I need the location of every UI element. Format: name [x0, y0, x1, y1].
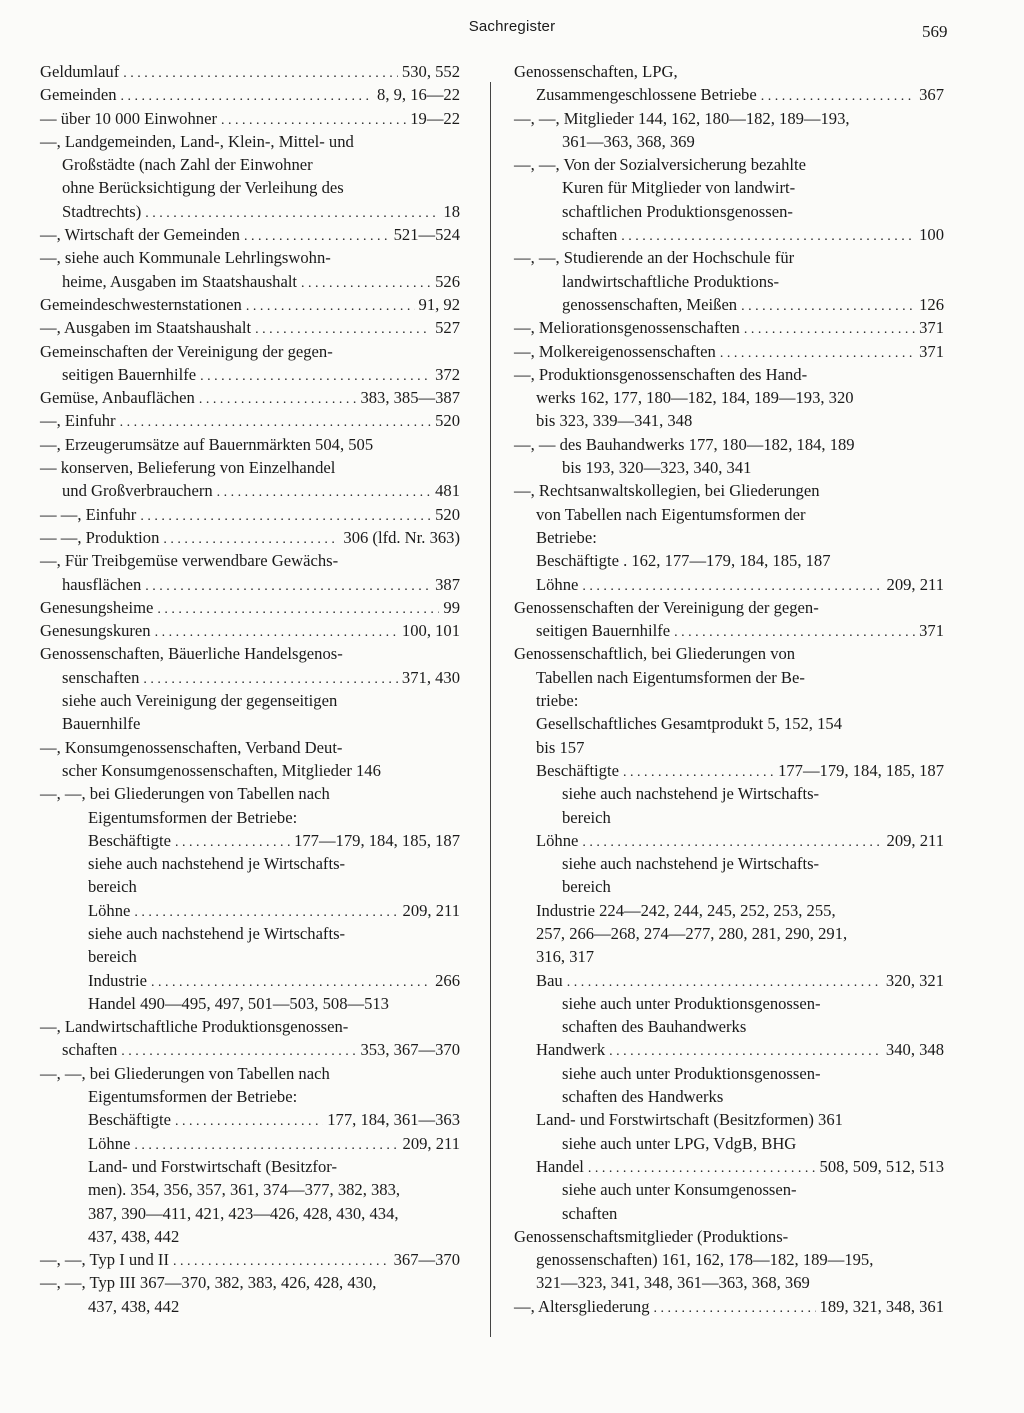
index-entry-text: —, Erzeugerumsätze auf Bauernmärkten 504, 505: [40, 434, 374, 454]
dot-leader: [151, 971, 431, 994]
index-entry-text: Kuren für Mitglieder von landwirt-: [562, 178, 796, 198]
index-entry: [514, 1295, 944, 1318]
index-entry: [514, 759, 944, 782]
index-entry-text: bereich: [562, 807, 611, 827]
dot-leader: [582, 575, 882, 598]
index-column-right: [514, 60, 944, 1318]
dot-leader: [145, 575, 431, 598]
index-entry: [40, 409, 460, 432]
index-entry-text: bis 193, 320—323, 340, 341: [562, 458, 752, 478]
index-entry: [514, 246, 944, 269]
index-entry-text: —, Ausgaben im Staatshaushalt: [40, 318, 252, 338]
index-entry-text: siehe auch nachstehend je Wirtschafts-: [562, 784, 820, 804]
index-entry-page-refs: 189, 321, 348, 361: [819, 1296, 944, 1316]
index-entry: [514, 153, 944, 176]
index-entry-text: Großstädte (nach Zahl der Einwohner: [62, 155, 313, 175]
index-entry-text: —, Rechtsanwaltskollegien, bei Gliederungen: [514, 481, 820, 501]
index-entry: [40, 596, 460, 619]
index-entry: [40, 1062, 460, 1085]
index-entry-page-refs: 8, 9, 16—22: [377, 85, 460, 105]
index-entry: [40, 433, 460, 456]
index-entry-page-refs: 18: [443, 201, 460, 221]
index-entry-text: bis 323, 339—341, 348: [536, 411, 693, 431]
index-entry-page-refs: 340, 348: [885, 1040, 944, 1060]
index-entry: [40, 456, 460, 479]
dot-leader: [244, 225, 390, 248]
index-entry: [514, 316, 944, 339]
index-entry: [514, 875, 944, 898]
dot-leader: [217, 481, 431, 504]
dot-leader: [720, 342, 915, 365]
index-entry: [514, 1225, 944, 1248]
index-entry-text: —, Konsumgenossenschaften, Verband Deut-: [40, 737, 343, 757]
index-entry: [514, 619, 944, 642]
index-entry-text: 316, 317: [536, 947, 595, 967]
index-entry-page-refs: 527: [435, 318, 460, 338]
index-entry: [514, 712, 944, 735]
index-entry-text: siehe auch unter Konsumgenossen-: [562, 1180, 797, 1200]
index-entry-text: Handwerk: [536, 1040, 606, 1060]
index-entry: [40, 1225, 460, 1248]
dot-leader: [221, 109, 406, 132]
index-entry: [514, 992, 944, 1015]
index-entry: [514, 503, 944, 526]
index-entry-text: Stadtrechts): [62, 201, 142, 221]
index-entry-text: Gesellschaftliches Gesamtprodukt 5, 152, 154: [536, 714, 842, 734]
index-entry-text: 257, 266—268, 274—277, 280, 281, 290, 291,: [536, 923, 848, 943]
index-entry: [40, 642, 460, 665]
index-entry-page-refs: 367—370: [393, 1250, 460, 1270]
index-entry: [514, 806, 944, 829]
index-entry: [40, 1178, 460, 1201]
index-entry-page-refs: 209, 211: [402, 900, 460, 920]
dot-leader: [255, 318, 431, 341]
index-entry: [40, 1248, 460, 1271]
index-entry-text: Genossenschaften, LPG,: [514, 62, 678, 81]
index-entry: [514, 409, 944, 432]
index-entry: [40, 316, 460, 339]
index-entry-text: landwirtschaftliche Produktions-: [562, 271, 780, 291]
index-entry: [40, 1271, 460, 1294]
index-entry-page-refs: 353, 367—370: [360, 1040, 460, 1060]
index-entry: [40, 666, 460, 689]
index-entry: [40, 712, 460, 735]
index-entry: [514, 852, 944, 875]
index-entry: [40, 969, 460, 992]
index-entry-page-refs: 371: [919, 621, 944, 641]
dot-leader: [741, 295, 915, 318]
index-entry-text: 437, 438, 442: [88, 1226, 180, 1246]
index-entry-text: siehe auch nachstehend je Wirtschafts-: [562, 854, 820, 874]
index-entry: [40, 806, 460, 829]
index-entry-text: —, Landgemeinden, Land-, Klein-, Mittel- und: [40, 131, 354, 151]
index-entry-page-refs: 520: [435, 504, 460, 524]
dot-leader: [199, 388, 357, 411]
dot-leader: [175, 831, 290, 854]
index-entry-text: —, —, Mitglieder 144, 162, 180—182, 189—193,: [514, 108, 850, 128]
index-entry-text: Löhne: [88, 1133, 131, 1153]
index-entry-text: —, —, Typ I und II: [40, 1250, 169, 1270]
index-entry-text: triebe:: [536, 691, 579, 711]
index-entry-text: siehe auch nachstehend je Wirtschafts-: [88, 854, 346, 874]
index-entry-text: —, Molkereigenossenschaften: [514, 341, 716, 361]
index-entry-text: siehe auch Vereinigung der gegenseitigen: [62, 691, 338, 711]
index-entry-text: schaften: [62, 1040, 118, 1060]
index-entry-text: bereich: [562, 877, 611, 897]
dot-leader: [140, 505, 431, 528]
dot-leader: [155, 621, 398, 644]
index-entry-text: Gemeinschaften der Vereinigung der gegen-: [40, 341, 333, 361]
index-entry: [514, 549, 944, 572]
index-entry: [40, 945, 460, 968]
index-entry: [514, 270, 944, 293]
index-entry-text: — —, Einfuhr: [40, 504, 137, 524]
index-entry: [40, 782, 460, 805]
index-entry: [514, 899, 944, 922]
index-entry: [514, 1085, 944, 1108]
index-entry-text: —, Meliorationsgenossenschaften: [514, 318, 740, 338]
index-entry: [40, 759, 460, 782]
index-entry: [40, 386, 460, 409]
index-entry-text: Löhne: [88, 900, 131, 920]
index-entry: [514, 945, 944, 968]
index-entry-text: Bau: [536, 970, 563, 990]
index-entry-text: Genossenschaftsmitglieder (Produktions-: [514, 1226, 789, 1246]
index-entry: [40, 83, 460, 106]
index-entry-text: —, — des Bauhandwerks 177, 180—182, 184, 189: [514, 434, 855, 454]
index-entry: [40, 60, 460, 83]
index-entry-text: Genossenschaften, Bäuerliche Handelsgenos-: [40, 644, 343, 664]
index-entry: [40, 922, 460, 945]
index-entry-text: Gemeinden: [40, 85, 117, 105]
dot-leader: [163, 528, 339, 551]
index-entry: [40, 619, 460, 642]
index-entry-text: Betriebe:: [536, 527, 597, 547]
index-entry-text: Land- und Forstwirtschaft (Besitzfor-: [88, 1156, 337, 1176]
index-entry-text: senschaften: [62, 667, 140, 687]
index-entry-text: Bauernhilfe: [62, 714, 141, 734]
index-entry-text: Genesungsheime: [40, 597, 154, 617]
index-entry: [514, 596, 944, 619]
index-entry-text: Genossenschaftlich, bei Gliederungen von: [514, 644, 796, 664]
index-entry: [40, 899, 460, 922]
index-entry-text: Beschäftigte: [536, 760, 619, 780]
index-entry-text: Gemeindeschwesternstationen: [40, 294, 242, 314]
index-entry: [40, 340, 460, 363]
index-entry-page-refs: 387: [435, 574, 460, 594]
index-entry-text: —, —, Von der Sozialversicherung bezahlte: [514, 155, 807, 175]
index-entry-text: Löhne: [536, 830, 579, 850]
index-entry: [514, 1132, 944, 1155]
index-entry-page-refs: 372: [435, 364, 460, 384]
index-entry-text: schaftlichen Produktionsgenossen-: [562, 201, 793, 221]
index-entry-text: 321—323, 341, 348, 361—363, 368, 369: [536, 1273, 810, 1293]
index-entry: [514, 1015, 944, 1038]
index-entry-page-refs: 266: [435, 970, 460, 990]
index-entry: [40, 526, 460, 549]
index-entry: [514, 1202, 944, 1225]
index-entry-text: —, Produktionsgenossenschaften des Hand-: [514, 364, 808, 384]
index-entry-page-refs: 383, 385—387: [360, 388, 460, 408]
dot-leader: [567, 971, 882, 994]
index-entry-text: Beschäftigte: [88, 1110, 171, 1130]
page-number: 569: [922, 22, 948, 41]
index-entry-text: seitigen Bauernhilfe: [536, 621, 671, 641]
dot-leader: [121, 85, 374, 108]
index-entry-text: Handel: [536, 1156, 584, 1176]
index-entry-page-refs: 508, 509, 512, 513: [819, 1156, 944, 1176]
index-entry-text: — über 10 000 Einwohner: [40, 108, 217, 128]
dot-leader: [301, 272, 431, 295]
index-entry-page-refs: 371: [919, 341, 944, 361]
dot-leader: [173, 1250, 390, 1273]
index-entry-text: 387, 390—411, 421, 423—426, 428, 430, 434,: [88, 1203, 399, 1223]
index-entry: [514, 363, 944, 386]
index-entry-page-refs: 521—524: [393, 225, 460, 245]
index-entry-text: men). 354, 356, 357, 361, 374—377, 382, 383,: [88, 1180, 401, 1200]
index-entry: [40, 689, 460, 712]
index-entry: [514, 736, 944, 759]
index-entry-page-refs: 367: [919, 85, 944, 105]
dot-leader: [609, 1040, 882, 1063]
index-entry-page-refs: 371: [919, 318, 944, 338]
index-entry: [514, 1062, 944, 1085]
index-entry: [514, 922, 944, 945]
index-entry-text: Handel 490—495, 497, 501—503, 508—513: [88, 993, 389, 1013]
index-entry-text: genossenschaften, Meißen: [562, 294, 738, 314]
index-entry-text: Tabellen nach Eigentumsformen der Be-: [536, 667, 805, 687]
index-entry: [40, 176, 460, 199]
dot-leader: [121, 1040, 356, 1063]
index-entry: [40, 153, 460, 176]
index-entry-text: Beschäftigte . 162, 177—179, 184, 185, 187: [536, 551, 831, 571]
index-entry-text: Genossenschaften der Vereinigung der gegen-: [514, 597, 819, 617]
index-entry-page-refs: 320, 321: [885, 970, 944, 990]
dot-leader: [120, 411, 432, 434]
index-entry-text: —, siehe auch Kommunale Lehrlingswohn-: [40, 248, 331, 268]
dot-leader: [123, 62, 398, 85]
index-entry-text: siehe auch unter Produktionsgenossen-: [562, 993, 821, 1013]
index-entry-text: Zusammengeschlossene Betriebe: [536, 85, 757, 105]
index-entry-page-refs: 209, 211: [886, 574, 944, 594]
index-entry: [40, 270, 460, 293]
index-entry-text: siehe auch nachstehend je Wirtschafts-: [88, 923, 346, 943]
index-entry: [40, 1108, 460, 1131]
dot-leader: [145, 202, 439, 225]
index-entry: [514, 479, 944, 502]
index-entry: [514, 1248, 944, 1271]
index-entry-page-refs: 99: [443, 597, 460, 617]
index-entry: [40, 293, 460, 316]
dot-leader: [143, 668, 398, 691]
index-entry: [514, 526, 944, 549]
index-entry-page-refs: 209, 211: [402, 1133, 460, 1153]
index-entry-text: Löhne: [536, 574, 579, 594]
index-entry-text: Industrie 224—242, 244, 245, 252, 253, 255,: [536, 900, 836, 920]
index-entry-page-refs: 177—179, 184, 185, 187: [778, 760, 944, 780]
index-entry: [514, 60, 944, 83]
index-entry-page-refs: 100, 101: [401, 621, 460, 641]
index-entry: [40, 875, 460, 898]
index-entry-text: 437, 438, 442: [88, 1296, 180, 1316]
index-column-left: [40, 60, 460, 1318]
index-entry-text: Beschäftigte: [88, 830, 171, 850]
dot-leader: [588, 1157, 816, 1180]
index-entry: [514, 1178, 944, 1201]
index-entry-page-refs: 19—22: [410, 108, 460, 128]
index-entry: [514, 130, 944, 153]
index-entry: [40, 736, 460, 759]
index-entry: [40, 200, 460, 223]
index-entry-page-refs: 100: [919, 225, 944, 245]
index-entry: [40, 479, 460, 502]
index-entry-text: bereich: [88, 947, 137, 967]
index-entry-text: Eigentumsformen der Betriebe:: [88, 1087, 298, 1107]
index-entry-text: —, Landwirtschaftliche Produktionsgenossen-: [40, 1017, 349, 1037]
index-entry: [40, 503, 460, 526]
dot-leader: [674, 621, 915, 644]
index-entry-text: siehe auch unter LPG, VdgB, BHG: [562, 1133, 797, 1153]
index-entry: [514, 176, 944, 199]
index-entry: [40, 549, 460, 572]
index-entry-text: schaften des Bauhandwerks: [562, 1017, 747, 1037]
index-entry-text: —, —, Typ III 367—370, 382, 383, 426, 428, 430,: [40, 1273, 377, 1293]
dot-leader: [621, 225, 915, 248]
index-entry-text: Eigentumsformen der Betriebe:: [88, 807, 298, 827]
index-entry-text: Land- und Forstwirtschaft (Besitzformen) 361: [536, 1110, 843, 1130]
index-entry: [514, 782, 944, 805]
dot-leader: [744, 318, 915, 341]
index-entry: [514, 829, 944, 852]
index-entry-text: Genesungskuren: [40, 621, 151, 641]
index-entry-page-refs: 177—179, 184, 185, 187: [294, 830, 460, 850]
dot-leader: [134, 901, 398, 924]
index-entry-text: werks 162, 177, 180—182, 184, 189—193, 320: [536, 388, 854, 408]
dot-leader: [200, 365, 431, 388]
index-entry-text: ohne Berücksichtigung der Verleihung des: [62, 178, 344, 198]
page-header-title: Sachregister: [468, 18, 556, 35]
index-entry-page-refs: 91, 92: [418, 294, 460, 314]
index-entry-page-refs: 530, 552: [401, 62, 460, 81]
index-entry-page-refs: 209, 211: [886, 830, 944, 850]
index-entry-page-refs: 526: [435, 271, 460, 291]
index-entry-text: schaften: [562, 225, 618, 245]
index-entry-text: seitigen Bauernhilfe: [62, 364, 197, 384]
index-entry: [514, 1108, 944, 1131]
index-entry: [514, 969, 944, 992]
index-entry: [40, 829, 460, 852]
index-entry: [40, 246, 460, 269]
index-entry: [514, 293, 944, 316]
index-entry: [40, 363, 460, 386]
index-entry-text: Geldumlauf: [40, 62, 120, 81]
index-entry-text: siehe auch unter Produktionsgenossen-: [562, 1063, 821, 1083]
index-entry: [514, 386, 944, 409]
index-entry-text: —, Altersgliederung: [514, 1296, 650, 1316]
index-entry-text: —, Für Treibgemüse verwendbare Gewächs-: [40, 551, 339, 571]
index-entry-text: —, Einfuhr: [40, 411, 116, 431]
index-entry: [514, 340, 944, 363]
index-entry-page-refs: 126: [919, 294, 944, 314]
index-entry-text: schaften: [562, 1203, 618, 1223]
index-entry: [40, 130, 460, 153]
dot-leader: [654, 1297, 816, 1320]
dot-leader: [623, 761, 774, 784]
index-entry: [514, 433, 944, 456]
dot-leader: [175, 1110, 323, 1133]
index-entry-page-refs: 520: [435, 411, 460, 431]
index-entry-text: bis 157: [536, 737, 585, 757]
index-entry: [514, 666, 944, 689]
index-entry: [514, 1038, 944, 1061]
index-entry: [514, 107, 944, 130]
index-entry-text: von Tabellen nach Eigentumsformen der: [536, 504, 806, 524]
index-entry: [40, 1202, 460, 1225]
index-entry-page-refs: 481: [435, 481, 460, 501]
index-entry-text: scher Konsumgenossenschaften, Mitglieder 146: [62, 760, 381, 780]
index-entry-text: heime, Ausgaben im Staatshaushalt: [62, 271, 298, 291]
index-entry-text: Industrie: [88, 970, 147, 990]
index-entry: [514, 642, 944, 665]
index-entry-text: —, Wirtschaft der Gemeinden: [40, 225, 240, 245]
index-entry: [514, 223, 944, 246]
dot-leader: [134, 1134, 398, 1157]
index-entry: [514, 83, 944, 106]
dot-leader: [582, 831, 882, 854]
index-entry: [40, 1038, 460, 1061]
dot-leader: [157, 598, 439, 621]
index-entry-text: schaften des Handwerks: [562, 1087, 724, 1107]
index-entry: [40, 1155, 460, 1178]
index-entry-text: —, —, bei Gliederungen von Tabellen nach: [40, 784, 330, 804]
index-entry: [40, 1085, 460, 1108]
index-entry: [40, 852, 460, 875]
index-entry: [514, 200, 944, 223]
index-entry-text: bereich: [88, 877, 137, 897]
dot-leader: [761, 85, 915, 108]
index-entry: [514, 689, 944, 712]
index-entry-text: und Großverbrauchern: [62, 481, 213, 501]
index-entry: [40, 223, 460, 246]
index-entry: [514, 1155, 944, 1178]
index-entry: [40, 573, 460, 596]
column-divider: [490, 82, 491, 1337]
index-entry: [514, 456, 944, 479]
index-entry-text: — —, Produktion: [40, 527, 160, 547]
index-entry: [40, 1295, 460, 1318]
index-entry: [40, 992, 460, 1015]
index-entry-page-refs: 177, 184, 361—363: [327, 1110, 460, 1130]
index-entry: [40, 1015, 460, 1038]
index-entry-text: genossenschaften) 161, 162, 178—182, 189—195,: [536, 1250, 874, 1270]
index-entry-page-refs: 306 (lfd. Nr. 363): [343, 527, 460, 547]
index-entry-page-refs: 371, 430: [401, 667, 460, 687]
index-entry: [40, 107, 460, 130]
index-entry: [40, 1132, 460, 1155]
dot-leader: [246, 295, 415, 318]
index-entry-text: —, —, Studierende an der Hochschule für: [514, 248, 795, 268]
index-entry: [514, 573, 944, 596]
index-entry-text: 361—363, 368, 369: [562, 131, 695, 151]
index-entry-text: Gemüse, Anbauflächen: [40, 388, 195, 408]
index-entry-text: hausflächen: [62, 574, 142, 594]
index-entry: [514, 1271, 944, 1294]
index-entry-text: — konserven, Belieferung von Einzelhandel: [40, 458, 336, 478]
index-entry-text: —, —, bei Gliederungen von Tabellen nach: [40, 1063, 330, 1083]
